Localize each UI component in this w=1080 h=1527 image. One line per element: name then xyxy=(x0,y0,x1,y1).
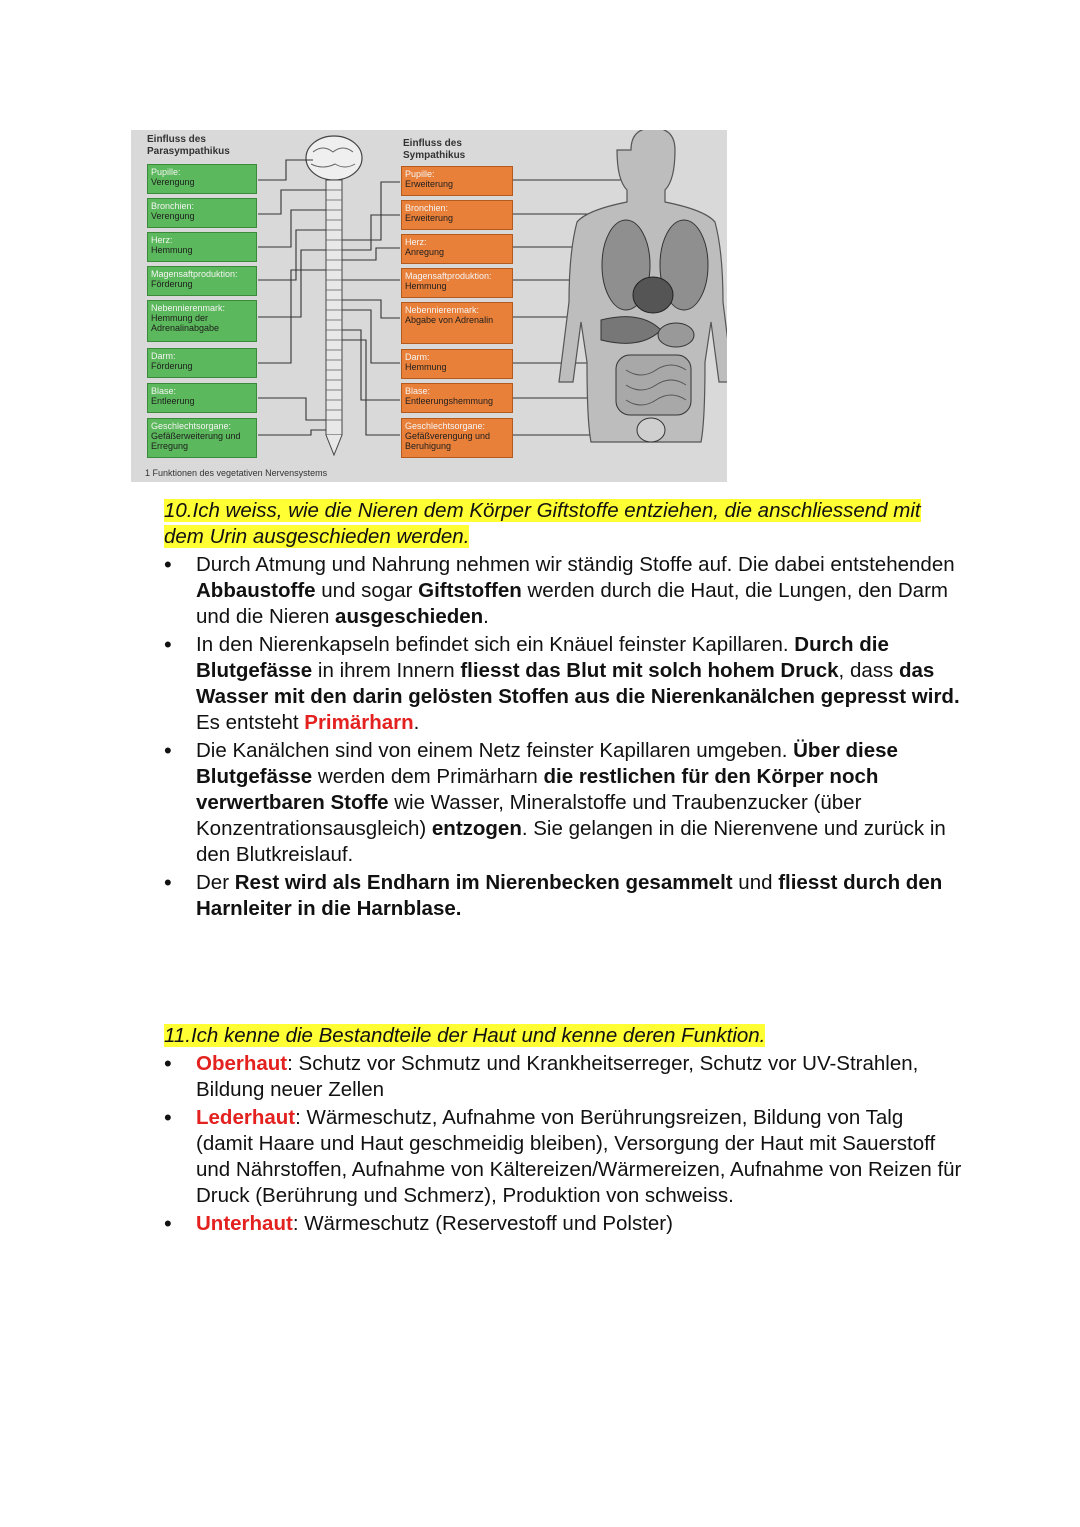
text: werden dem Primärharn xyxy=(312,765,544,788)
list-item xyxy=(164,870,964,922)
box-organ: Nebennierenmark: xyxy=(151,303,226,313)
bold-text: Durch die Blutgefässe xyxy=(196,633,889,682)
parasympathikus-box-8 xyxy=(147,418,257,458)
heading-text: Ich weiss, wie die Nieren dem Körper Giftstoffe entziehen, die anschliessend mit dem Urin ausgeschieden werden. xyxy=(164,499,921,548)
bold-text: die restlichen für den Körper noch verwertbaren Stoffe xyxy=(196,765,879,814)
nervous-system-figure xyxy=(131,130,727,482)
bold-text: Abbaustoffe xyxy=(196,579,316,602)
bold-text: entzogen xyxy=(431,817,522,840)
figure-caption: 1 Funktionen des vegetativen Nervensystems xyxy=(145,468,328,478)
sympathikus-box-2 xyxy=(401,200,513,230)
box-organ: Blase: xyxy=(151,386,177,396)
text: : Wärmeschutz (Reservestoff und Polster) xyxy=(292,1212,673,1235)
sympathikus-box-6 xyxy=(401,349,513,379)
parasympathikus-box-3 xyxy=(147,232,257,262)
box-effect: Förderung xyxy=(151,279,193,289)
text: . xyxy=(413,711,420,734)
box-organ: Darm: xyxy=(151,351,176,361)
box-organ: Pupille: xyxy=(151,167,181,177)
bold-text: fliesst durch den Harnleiter in die Harnblase. xyxy=(196,871,943,920)
parasympathikus-box-6 xyxy=(147,348,257,378)
box-organ: Herz: xyxy=(151,235,173,245)
box-effect: Gefäßerweiterung und Erregung xyxy=(151,431,241,451)
box-effect: Hemmung xyxy=(151,245,193,255)
box-organ: Bronchien: xyxy=(405,203,449,213)
sympathikus-box-5 xyxy=(401,302,513,344)
list-item xyxy=(164,738,964,868)
box-effect: Entleerung xyxy=(151,396,195,406)
list-item xyxy=(164,552,964,630)
box-effect: Entleerungshemmung xyxy=(405,396,494,406)
text: . xyxy=(483,605,489,628)
text: Die Kanälchen sind von einem Netz feinster Kapillaren umgeben. xyxy=(196,739,794,762)
skin-list xyxy=(164,1051,964,1237)
box-effect: Verengung xyxy=(151,211,195,221)
text: in ihrem Innern xyxy=(312,659,461,682)
box-organ: Magensaftproduktion: xyxy=(151,269,238,279)
red-term: Unterhaut xyxy=(196,1212,293,1235)
list-item xyxy=(164,1211,964,1237)
section-10-heading xyxy=(164,498,964,550)
parasympathikus-header: Einfluss des Parasympathikus xyxy=(147,134,230,157)
box-effect: Abgabe von Adrenalin xyxy=(405,315,494,325)
text: Es entsteht xyxy=(196,711,305,734)
text: , dass xyxy=(838,659,899,682)
box-organ: Darm: xyxy=(405,352,430,362)
box-effect: Anregung xyxy=(405,247,445,257)
box-organ: Magensaftproduktion: xyxy=(405,271,492,281)
bold-text: ausgeschieden xyxy=(335,605,484,628)
parasympathikus-box-7 xyxy=(147,383,257,413)
bold-text: das Wasser mit den darin gelösten Stoffen aus die Nierenkanälchen gepresst wird. xyxy=(196,659,960,708)
section-number: 11. xyxy=(164,1024,191,1047)
bold-text: Giftstoffen xyxy=(418,579,522,602)
bold-text: Rest wird als Endharn im Nierenbecken gesammelt xyxy=(234,871,733,894)
box-effect: Hemmung xyxy=(405,362,447,372)
list-item xyxy=(164,1105,964,1209)
parasympathikus-box-4 xyxy=(147,266,257,296)
bold-text: fliesst das Blut mit solch hohem Druck xyxy=(460,659,839,682)
box-effect: Erweiterung xyxy=(405,213,454,223)
bold-text: Über diese Blutgefässe xyxy=(196,739,898,788)
kidney-list xyxy=(164,552,964,922)
box-effect: Verengung xyxy=(151,177,195,187)
text: : Wärmeschutz, Aufnahme von Berührungsreizen, Bildung von Talg (damit Haare und Haut geschmeidig bleiben), Versorgung der Haut mit Sauerstoff und Nährstoffen, Aufnahme von Kältereizen/Wärmereizen, Aufnahme von Reizen für Druck (Berührung und Schmerz), Produktion von schweiss. xyxy=(196,1106,962,1207)
box-organ: Geschlechtsorgane: xyxy=(405,421,486,431)
sympathikus-box-3 xyxy=(401,234,513,264)
sympathikus-header: Einfluss des Sympathikus xyxy=(403,138,466,161)
section-11-heading xyxy=(164,1023,964,1049)
list-item xyxy=(164,632,964,736)
list-item xyxy=(164,1051,964,1103)
red-term: Oberhaut xyxy=(196,1052,288,1075)
text: und sogar xyxy=(315,579,419,602)
box-effect: Gefäßverengung und Beruhigung xyxy=(405,431,491,451)
box-effect: Erweiterung xyxy=(405,179,454,189)
parasympathikus-box-2 xyxy=(147,198,257,228)
box-organ: Pupille: xyxy=(405,169,435,179)
text: In den Nierenkapseln befindet sich ein Knäuel feinster Kapillaren. xyxy=(196,633,795,656)
parasympathikus-box-1 xyxy=(147,164,257,194)
text: Durch Atmung und Nahrung nehmen wir ständig Stoffe auf. Die dabei entstehenden xyxy=(196,553,955,576)
heading-text: Ich kenne die Bestandteile der Haut und kenne deren Funktion. xyxy=(190,1024,766,1047)
text: werden durch die Haut, die Lungen, den Darm und die Nieren xyxy=(196,579,948,628)
parasympathikus-box-5 xyxy=(147,300,257,342)
section-number: 10. xyxy=(164,499,193,522)
section-10 xyxy=(164,498,964,924)
box-organ: Nebennierenmark: xyxy=(405,305,480,315)
sympathikus-box-8 xyxy=(401,418,513,458)
text: wie Wasser, Mineralstoffe und Traubenzucker (über Konzentrationsausgleich) xyxy=(196,791,862,840)
section-11 xyxy=(164,1023,964,1239)
text: und xyxy=(732,871,779,894)
sympathikus-box-4 xyxy=(401,268,513,298)
box-effect: Hemmung xyxy=(405,281,447,291)
red-term: Lederhaut xyxy=(196,1106,296,1129)
text: : Schutz vor Schmutz und Krankheitserreger, Schutz vor UV-Strahlen, Bildung neuer Zellen xyxy=(196,1052,919,1101)
box-organ: Blase: xyxy=(405,386,431,396)
text: Der xyxy=(196,871,235,894)
red-term: Primärharn xyxy=(304,711,414,734)
text: . Sie gelangen in die Nierenvene und zurück in den Blutkreislauf. xyxy=(196,817,946,866)
sympathikus-box-1 xyxy=(401,166,513,196)
sympathikus-box-7 xyxy=(401,383,513,413)
box-organ: Geschlechtsorgane: xyxy=(151,421,232,431)
box-organ: Herz: xyxy=(405,237,427,247)
box-effect: Förderung xyxy=(151,361,193,371)
box-organ: Bronchien: xyxy=(151,201,195,211)
box-effect: Hemmung der Adrenalinabgabe xyxy=(151,313,220,333)
